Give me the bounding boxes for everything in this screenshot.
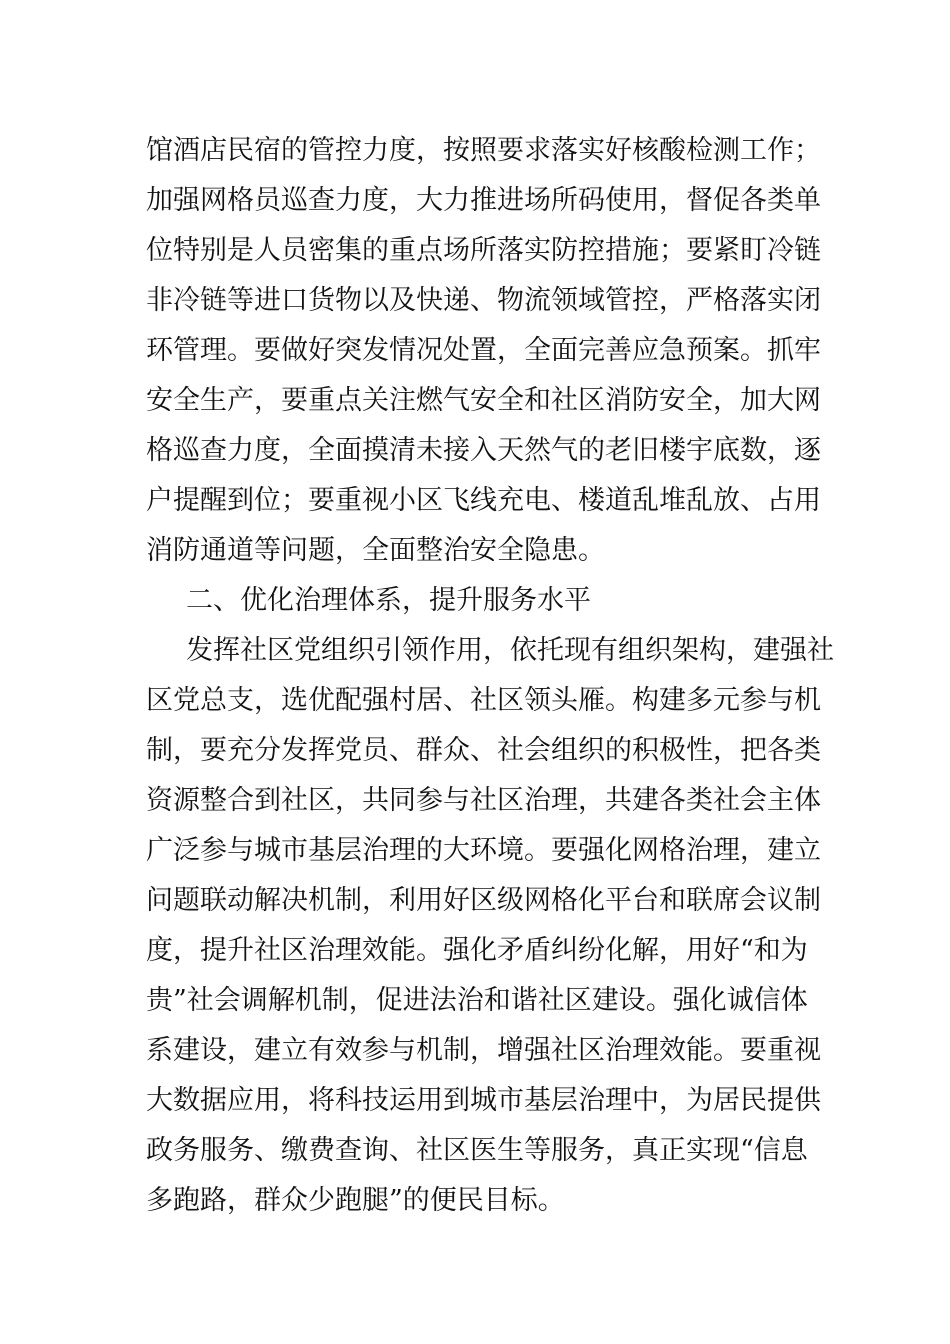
text-line: 户提醒到位；要重视小区飞线充电、楼道乱堆乱放、占用 bbox=[146, 485, 821, 516]
text-line: 安全生产，要重点关注燃气安全和社区消防安全，加大网 bbox=[146, 385, 821, 416]
text-line: 广泛参与城市基层治理的大环境。要强化网格治理，建立 bbox=[146, 835, 821, 866]
text-line: 多跑路，群众少跑腿”的便民目标。 bbox=[146, 1185, 565, 1216]
text-line: 区党总支，选优配强村居、社区领头雁。构建多元参与机 bbox=[146, 685, 821, 716]
text-line: 非冷链等进口货物以及快递、物流领域管控，严格落实闭 bbox=[146, 285, 821, 316]
text-line: 消防通道等问题，全面整治安全隐患。 bbox=[146, 535, 605, 566]
text-line: 贵”社会调解机制，促进法治和谐社区建设。强化诚信体 bbox=[146, 985, 808, 1016]
text-line: 度，提升社区治理效能。强化矛盾纠纷化解，用好“和为 bbox=[146, 935, 808, 966]
text-line: 系建设，建立有效参与机制，增强社区治理效能。要重视 bbox=[146, 1035, 821, 1066]
text-line: 发挥社区党组织引领作用，依托现有组织架构，建强社 bbox=[186, 635, 834, 666]
text-line: 问题联动解决机制，利用好区级网格化平台和联席会议制 bbox=[146, 885, 821, 916]
text-line: 加强网格员巡查力度，大力推进场所码使用，督促各类单 bbox=[146, 185, 821, 216]
text-line: 环管理。要做好突发情况处置，全面完善应急预案。抓牢 bbox=[146, 335, 821, 366]
text-line: 制，要充分发挥党员、群众、社会组织的积极性，把各类 bbox=[146, 735, 821, 766]
text-line: 资源整合到社区，共同参与社区治理，共建各类社会主体 bbox=[146, 785, 821, 816]
text-line: 格巡查力度，全面摸清未接入天然气的老旧楼宇底数，逐 bbox=[146, 435, 821, 466]
section-heading: 二、优化治理体系，提升服务水平 bbox=[186, 585, 591, 616]
text-line: 馆酒店民宿的管控力度，按照要求落实好核酸检测工作； bbox=[146, 135, 821, 166]
text-line: 大数据应用，将科技运用到城市基层治理中，为居民提供 bbox=[146, 1085, 821, 1116]
text-line: 政务服务、缴费查询、社区医生等服务，真正实现“信息 bbox=[146, 1135, 808, 1166]
text-line: 位特别是人员密集的重点场所落实防控措施；要紧盯冷链 bbox=[146, 235, 821, 266]
